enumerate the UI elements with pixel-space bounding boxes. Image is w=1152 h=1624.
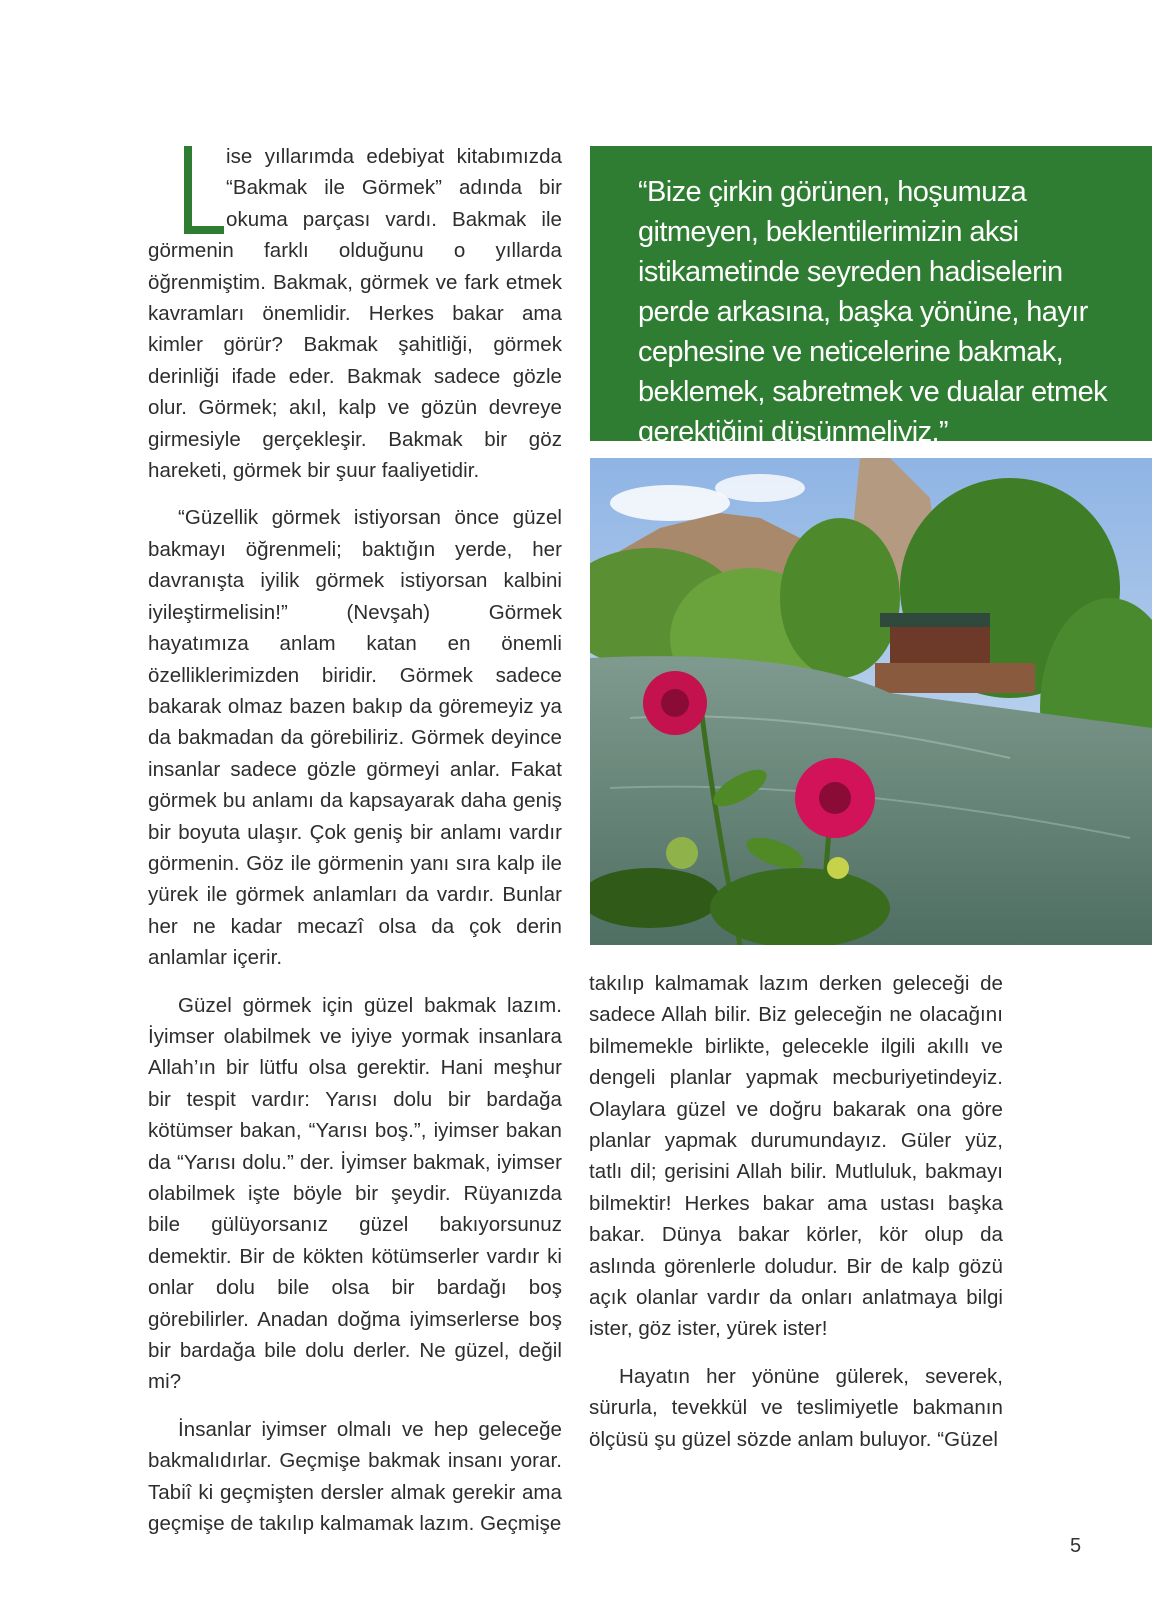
pull-quote-text: “Bize çirkin görünen, hoşumuza gitmeyen, beklentilerimizin aksi istikametinde seyreden hadiselerin perde arkasına, başka yönüne, hayır cephesine ve neticelerine bakmak, beklemek, sabretmek ve dualar etmek gerektiğini düşünmeliyiz.” bbox=[638, 176, 1107, 448]
left-text-column bbox=[148, 141, 562, 1555]
paragraph-3: Güzel görmek için güzel bakmak lazım. İyimser olabilmek ve iyiye yormak insanlara Allah’ın bir lütfu olsa gerektir. Hani meşhur bir tespit vardır: Yarısı dolu bir bardağa kötümser bakan, “Yarısı boş.”, iyimser bakan da “Yarısı dolu.” der. İyimser bakmak, iyimser olabilmek işte böyle bir şeydir. Rüyanızda bile gülüyorsanız güzel bakıyorsunuz demektir. Bir de kökten kötümserler vardır ki onlar dolu bile olsa bir bardağı boş görebilirler. Anadan doğma iyimserlerse boş bir bardağa bile dolu derler. Ne güzel, değil mi? bbox=[148, 993, 562, 1394]
pull-quote-box bbox=[590, 146, 1152, 448]
page-number: 5 bbox=[1070, 1535, 1082, 1557]
paragraph-2: “Güzellik görmek istiyorsan önce güzel bakmayı öğrenmeli; baktığın yerde, her davranışta iyilik görmek istiyorsan kalbini iyileştirmelisin!” (Nevşah) Görmek hayatımıza anlam katan en önemli özelliklerimizden biridir. Görmek sadece bakarak olmaz bazen bakıp da göremeyiz ya da bakmadan da görebiliriz. Görmek deyince insanlar sadece gözle görmeyi anlar. Fakat görmek bu anlamı da kapsayarak daha geniş bir boyuta ulaşır. Çok geniş bir anlamı vardır görmenin. Göz ile görmenin yanı sıra kalp ile yürek ile görmek anlamları da vardır. Bunlar her ne kadar mecazî olsa da çok derin anlamlar içerir. bbox=[148, 506, 562, 970]
dropcap-letter bbox=[146, 146, 224, 234]
paragraph-4: İnsanlar iyimser olmalı ve hep geleceğe bakmalıdırlar. Geçmişe bakmak insanı yorar. Tabiî ki geçmişten dersler almak gerekir ama geçmişe de takılıp kalmamak lazım. Geçmişe bbox=[148, 1417, 562, 1536]
paragraph-1 bbox=[148, 141, 562, 486]
paragraph-5: takılıp kalmamak lazım derken geleceği de sadece Allah bilir. Biz geleceğin ne olacağını bilmemekle birlikte, gelecekle ilgili akıllı ve dengeli planlar yapmak mecburiyetindeyiz. Olaylara güzel ve doğru bakarak ona göre planlar yapmak durumundayız. Güler yüz, tatlı dil; gerisini Allah bilir. Mutluluk, bakmayı bilmektir! Herkes bakar ama ustası başka bakar. Dünya bakar körler, kör olup da aslında görenlerle doludur. Bir de kalp gözü açık olanlar vardır da onları anlatmaya bilgi ister, göz ister, yürek ister! bbox=[589, 972, 1003, 1341]
right-text-column bbox=[589, 968, 1003, 1471]
river-garden-photo bbox=[590, 458, 1152, 945]
paragraph-1-text: ise yıllarımda edebiyat kitabımızda “Bakmak ile Görmek” adında bir okuma parçası vardı. Bakmak ile görmenin farklı olduğunu o yıllarda öğrenmiştim. Bakmak, görmek ve fark etmek kavramları önemlidir. Herkes bakar ama kimler görür? Bakmak şahitliği, görmek derinliği ifade eder. Bakmak sadece gözle olur. Görmek; akıl, kalp ve gözün devreye girmesiyle gerçekleşir. Bakmak bir göz hareketi, görmek bir şuur faaliyetidir. bbox=[148, 145, 562, 483]
paragraph-6: Hayatın her yönüne gülerek, severek, sürurla, tevekkül ve teslimiyetle bakmanın ölçüsü şu güzel sözde anlam buluyor. “Güzel bbox=[589, 1364, 1003, 1451]
